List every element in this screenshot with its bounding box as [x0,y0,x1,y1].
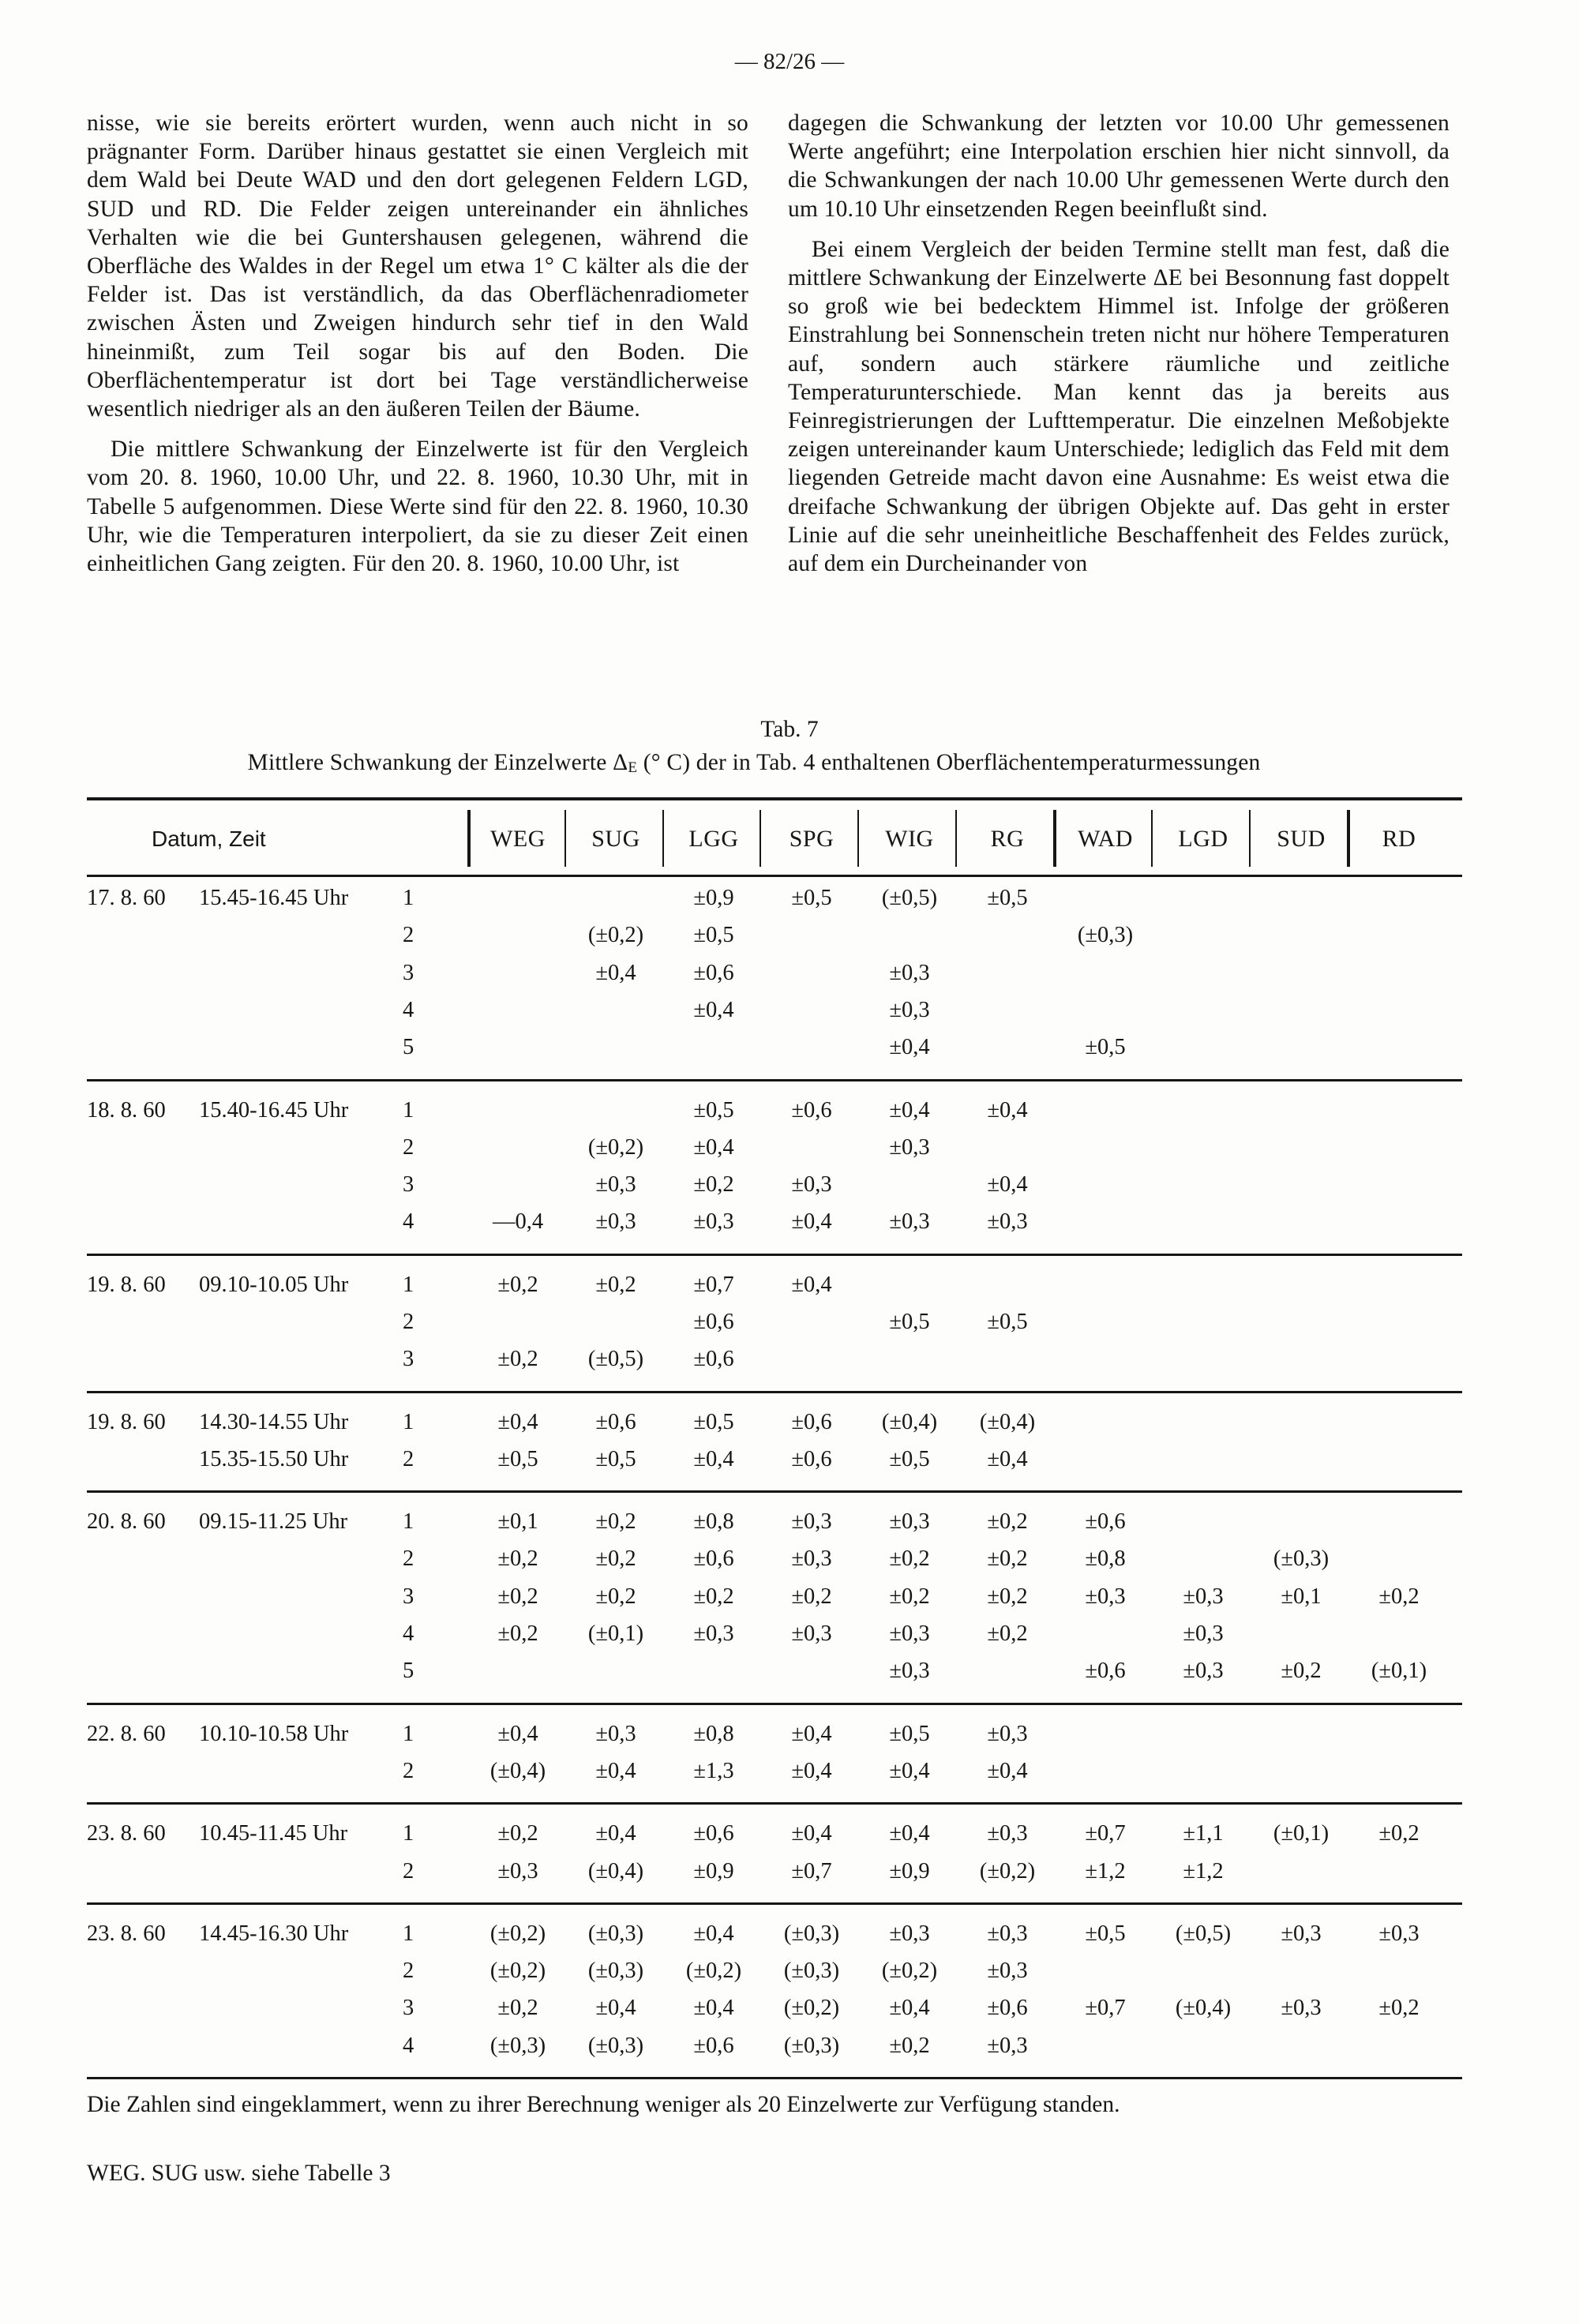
group-time: 15.35-15.50 Uhr [199,1446,349,1471]
cell-spg: (±0,3) [783,1959,840,1984]
cell-sug: ±0,5 [595,1446,636,1471]
cell-lgg: ±0,5 [693,1097,734,1123]
cell-wad: ±0,6 [1085,1659,1126,1684]
cell-spg: ±0,7 [791,1858,832,1884]
row-number: 2 [403,1446,414,1471]
row-number: 4 [403,997,414,1022]
cell-wad: (±0,3) [1077,923,1134,948]
cell-wad: ±0,5 [1085,1921,1126,1946]
cell-lgg: ±0,6 [693,1546,734,1572]
cell-lgg: ±0,6 [693,960,734,985]
caption-subscript: E [628,759,638,776]
cell-rg: ±0,3 [987,1209,1028,1235]
cell-lgg: ±0,2 [693,1172,734,1198]
cell-wad: ±1,2 [1085,1858,1126,1884]
cell-rg: ±0,4 [987,1172,1028,1198]
group-separator [87,1079,1462,1081]
group-separator [87,1802,1462,1805]
cell-weg: ±0,2 [497,1272,538,1297]
row-number: 2 [403,1959,414,1984]
cell-wig: ±0,4 [889,1097,930,1123]
cell-wad: ±0,5 [1085,1035,1126,1060]
cell-rg: (±0,2) [979,1858,1036,1884]
row-number: 1 [403,1921,414,1946]
cell-wig: ±0,4 [889,1758,930,1783]
cell-wig: ±0,3 [889,1659,930,1684]
cell-lgd: ±1,2 [1183,1858,1224,1884]
row-number: 2 [403,1758,414,1783]
column-header-wad: WAD [1078,826,1133,852]
group-time: 09.15-11.25 Uhr [199,1509,348,1535]
cell-lgg: ±0,5 [693,923,734,948]
cell-lgd: ±0,3 [1183,1621,1224,1647]
row-number: 1 [403,1721,414,1746]
cell-rg: ±0,3 [987,1721,1028,1746]
cell-lgd: ±0,3 [1183,1659,1224,1684]
cell-rd: ±0,2 [1378,1996,1420,2021]
cell-sug: ±0,4 [595,1758,636,1783]
cell-sug: ±0,4 [595,960,636,985]
row-number: 1 [403,1821,414,1846]
cell-spg: ±0,4 [791,1209,832,1235]
cell-spg: ±0,6 [791,1446,832,1471]
cell-rg: (±0,4) [979,1409,1036,1434]
group-date: 23. 8. 60 [87,1921,166,1946]
right-paragraph-1: dagegen die Schwankung der letzten vor 10.00 Uhr gemessenen Werte angeführt; eine Interpolation erschien hier nicht sinnvoll, da die Schwankungen der nach 10.00 Uhr gemessenen Werte durch den um 10.10 Uhr einsetzenden Regen beeinflußt sind. [788,111,1450,222]
group-time: 10.10-10.58 Uhr [199,1721,349,1746]
cell-lgg: ±0,9 [693,886,734,910]
column-header-lgg: LGG [688,826,739,852]
cell-spg: ±0,4 [791,1821,832,1846]
cell-sug: (±0,3) [587,2033,644,2058]
cell-lgg: ±1,3 [693,1758,734,1783]
cell-rg: ±0,6 [987,1996,1028,2021]
cell-rg: ±0,5 [987,886,1028,910]
cell-wig: (±0,5) [881,886,938,910]
cell-weg: ±0,2 [497,1584,538,1609]
cell-spg: (±0,3) [783,2033,840,2058]
cell-sud: ±0,3 [1281,1996,1322,2021]
cell-weg: ±0,3 [497,1858,538,1884]
right-paragraph-2: Bei einem Vergleich der beiden Termine stellt man fest, daß die mittlere Schwankung der Einzelwerte ΔE bei Besonnung fast doppelt so groß wie bei bedecktem Himmel ist. Infolge der größeren Einstrahlung bei Sonnenschein treten nicht nur höhere Temperaturen auf, sondern auch stärkere räumliche und zeitliche Temperaturunterschiede. Man kennt das ja bereits aus Feinregistrierungen der Lufttemperatur. Die einzelnen Meßobjekte zeigen untereinander kaum Unterschiede; lediglich das Feld mit dem liegenden Getreide macht davon eine Ausnahme: Es weist etwa die dreifache Schwankung der übrigen Objekte auf. Das geht in erster Linie auf die sehr uneinheitliche Beschaffenheit des Feldes zurück, auf dem ein Durcheinander von [788,236,1450,577]
row-number: 2 [403,1134,414,1160]
group-time: 14.30-14.55 Uhr [199,1409,349,1434]
cell-wig: ±0,4 [889,1821,930,1846]
cell-rg: ±0,5 [987,1309,1028,1334]
cell-lgg: ±0,8 [693,1509,734,1535]
cell-spg: ±0,2 [791,1584,832,1609]
cell-sug: (±0,5) [587,1347,644,1372]
cell-wig: ±0,3 [889,960,930,985]
column-header-sud: SUD [1277,826,1326,852]
row-number: 1 [403,1097,414,1123]
cell-spg: ±0,4 [791,1272,832,1297]
cell-sug: (±0,3) [587,1959,644,1984]
cell-lgg: ±0,9 [693,1858,734,1884]
cell-sug: ±0,4 [595,1996,636,2021]
cell-sug: ±0,4 [595,1821,636,1846]
cell-sug: ±0,3 [595,1209,636,1235]
group-date: 23. 8. 60 [87,1821,166,1846]
cell-lgg: ±0,6 [693,2033,734,2058]
data-table [87,789,1462,2084]
caption-text-b: (° C) der in Tab. 4 enthaltenen Oberflächentemperaturmessungen [637,750,1261,775]
row-number: 3 [403,1996,414,2021]
cell-rd: ±0,3 [1378,1921,1420,1946]
group-separator [87,1254,1462,1256]
cell-wig: ±0,3 [889,997,930,1022]
cell-weg: —0,4 [492,1209,544,1235]
cell-rg: ±0,2 [987,1621,1028,1647]
cell-spg: ±0,5 [791,886,832,910]
cell-spg: (±0,2) [783,1996,840,2021]
table-header-rule [87,875,1462,877]
cell-lgg: ±0,3 [693,1621,734,1647]
cell-lgg: ±0,7 [693,1272,734,1297]
table-caption [87,750,1421,777]
group-date: 18. 8. 60 [87,1097,166,1123]
cell-wad: ±0,3 [1085,1584,1126,1609]
cell-sud: ±0,2 [1281,1659,1322,1684]
group-time: 14.45-16.30 Uhr [199,1921,349,1946]
group-time: 09.10-10.05 Uhr [199,1272,349,1297]
left-paragraph-2: Die mittlere Schwankung der Einzelwerte ist für den Vergleich vom 20. 8. 1960, 10.00 Uhr, und 22. 8. 1960, 10.30 Uhr, mit in Tabelle 5 aufgenommen. Diese Werte sind für den 22. 8. 1960, 10.30 Uhr, wie die Temperaturen interpoliert, da sie zu dieser Zeit einen einheitlichen Gang zeigten. Für den 20. 8. 1960, 10.00 Uhr, ist [87,437,748,577]
cell-rg: ±0,3 [987,1821,1028,1846]
cell-wig: ±0,2 [889,1546,930,1572]
cell-wig: ±0,4 [889,1035,930,1060]
cell-sug: ±0,2 [595,1584,636,1609]
cell-weg: ±0,2 [497,1347,538,1372]
cell-wig: (±0,4) [881,1409,938,1434]
cell-sug: (±0,2) [587,923,644,948]
cell-sug: ±0,2 [595,1546,636,1572]
cell-wig: ±0,3 [889,1509,930,1535]
group-separator [87,1703,1462,1705]
cell-lgg: ±0,4 [693,1996,734,2021]
cell-lgg: ±0,4 [693,1446,734,1471]
cell-lgd: (±0,5) [1175,1921,1232,1946]
cell-sud: ±0,3 [1281,1921,1322,1946]
group-date: 17. 8. 60 [87,886,166,910]
cell-wig: ±0,3 [889,1209,930,1235]
cell-wig: ±0,3 [889,1134,930,1160]
row-number: 3 [403,960,414,985]
cell-rg: ±0,3 [987,1959,1028,1984]
group-time: 10.45-11.45 Uhr [199,1821,348,1846]
cell-lgd: ±1,1 [1183,1821,1224,1846]
cell-sug: (±0,2) [587,1134,644,1160]
cell-lgg: (±0,2) [685,1959,742,1984]
column-header-wig: WIG [885,826,934,852]
column-header-lgd: LGD [1178,826,1228,852]
cell-spg: ±0,4 [791,1721,832,1746]
group-date: 22. 8. 60 [87,1721,166,1746]
row-number: 1 [403,1509,414,1535]
cell-weg: ±0,5 [497,1446,538,1471]
cell-rg: ±0,2 [987,1584,1028,1609]
cell-rg: ±0,4 [987,1097,1028,1123]
cell-weg: (±0,4) [489,1758,546,1783]
column-header-rd: RD [1382,826,1416,852]
right-text-column [788,109,1450,590]
row-number: 1 [403,886,414,910]
row-number: 5 [403,1035,414,1060]
cell-rg: ±0,2 [987,1546,1028,1572]
cell-wig: ±0,5 [889,1446,930,1471]
cell-weg: (±0,2) [489,1921,546,1946]
row-number: 5 [403,1659,414,1684]
cell-wig: ±0,9 [889,1858,930,1884]
cell-wad: ±0,7 [1085,1996,1126,2021]
row-number: 4 [403,2033,414,2058]
cell-spg: ±0,4 [791,1758,832,1783]
cell-lgg: ±0,4 [693,1921,734,1946]
left-text-column [87,109,748,590]
cell-sug: (±0,1) [587,1621,644,1647]
group-date: 19. 8. 60 [87,1409,166,1434]
cell-lgg: ±0,8 [693,1721,734,1746]
cell-spg: ±0,6 [791,1409,832,1434]
caption-text-a: Mittlere Schwankung der Einzelwerte [247,750,613,775]
cell-sug: ±0,2 [595,1509,636,1535]
row-number: 3 [403,1584,414,1609]
left-paragraph-1: nisse, wie sie bereits erörtert wurden, wenn auch nicht in so prägnanter Form. Darüber hinaus gestattet sie einen Vergleich mit dem Wald bei Deute WAD und den dort gelegenen Feldern LGD, SUD und RD. Die Felder zeigen untereinander ein ähnliches Verhalten wie die bei Guntershausen gelegenen, während die Oberfläche des Waldes in der Regel um etwa 1° C kälter als die der Felder ist. Das ist verständlich, da das Oberflächenradiometer zwischen Ästen und Zweigen hindurch sehr tief in den Wald hineinmißt, zum Teil sogar bis auf den Boden. Die Oberflächentemperatur ist dort bei Tage verständlicherweise wesentlich niedriger als an den äußeren Teilen der Bäume. [87,111,748,422]
row-number: 2 [403,1546,414,1572]
cell-rg: ±0,4 [987,1446,1028,1471]
cell-weg: (±0,3) [489,2033,546,2058]
cell-spg: ±0,3 [791,1509,832,1535]
column-header-rg: RG [990,826,1025,852]
cell-wig: ±0,2 [889,2033,930,2058]
row-number: 3 [403,1172,414,1198]
table-label: Tab. 7 [760,717,819,742]
cell-lgg: ±0,2 [693,1584,734,1609]
cell-weg: ±0,2 [497,1996,538,2021]
cell-wig: ±0,2 [889,1584,930,1609]
cell-weg: ±0,4 [497,1409,538,1434]
cell-spg: ±0,3 [791,1621,832,1647]
cell-sug: ±0,3 [595,1172,636,1198]
page-number: — 82/26 — [734,49,845,74]
group-time: 15.45-16.45 Uhr [199,886,349,910]
cell-weg: ±0,2 [497,1546,538,1572]
footnote-brackets: Die Zahlen sind eingeklammert, wenn zu ihrer Berechnung weniger als 20 Einzelwerte zur Verfügung standen. [87,2092,1120,2117]
group-separator [87,1490,1462,1493]
footnote-reference: WEG. SUG usw. siehe Tabelle 3 [87,2161,391,2186]
cell-rd: ±0,2 [1378,1584,1420,1609]
row-number: 3 [403,1347,414,1372]
row-number: 2 [403,923,414,948]
cell-lgg: ±0,4 [693,1134,734,1160]
cell-wig: ±0,4 [889,1996,930,2021]
header-date-time: Datum, Zeit [152,827,266,851]
group-separator [87,1902,1462,1905]
cell-rg: ±0,4 [987,1758,1028,1783]
cell-wad: ±0,8 [1085,1546,1126,1572]
row-number: 1 [403,1272,414,1297]
cell-weg: ±0,4 [497,1721,538,1746]
row-number: 4 [403,1621,414,1647]
cell-sug: ±0,6 [595,1409,636,1434]
cell-rd: ±0,2 [1378,1821,1420,1846]
cell-lgg: ±0,6 [693,1347,734,1372]
cell-wig: ±0,3 [889,1921,930,1946]
cell-spg: ±0,6 [791,1097,832,1123]
cell-lgd: (±0,4) [1175,1996,1232,2021]
row-number: 2 [403,1309,414,1334]
column-header-spg: SPG [789,826,835,852]
cell-spg: (±0,3) [783,1921,840,1946]
cell-sug: (±0,3) [587,1921,644,1946]
cell-weg: ±0,2 [497,1821,538,1846]
cell-sug: ±0,3 [595,1721,636,1746]
group-date: 20. 8. 60 [87,1509,166,1535]
cell-lgg: ±0,5 [693,1409,734,1434]
cell-spg: ±0,3 [791,1546,832,1572]
row-number: 4 [403,1209,414,1235]
group-separator [87,1391,1462,1393]
cell-lgg: ±0,4 [693,997,734,1022]
cell-weg: ±0,1 [497,1509,538,1535]
cell-lgg: ±0,3 [693,1209,734,1235]
cell-wad: ±0,7 [1085,1821,1126,1846]
cell-sug: ±0,2 [595,1272,636,1297]
cell-sug: (±0,4) [587,1858,644,1884]
cell-weg: (±0,2) [489,1959,546,1984]
cell-weg: ±0,2 [497,1621,538,1647]
cell-wig: ±0,3 [889,1621,930,1647]
cell-rg: ±0,3 [987,2033,1028,2058]
cell-wad: ±0,6 [1085,1509,1126,1535]
group-separator [87,2077,1462,2079]
cell-wig: ±0,5 [889,1721,930,1746]
cell-sud: ±0,1 [1281,1584,1322,1609]
cell-rg: ±0,3 [987,1921,1028,1946]
cell-rd: (±0,1) [1371,1659,1427,1684]
cell-lgd: ±0,3 [1183,1584,1224,1609]
cell-lgg: ±0,6 [693,1821,734,1846]
group-time: 15.40-16.45 Uhr [199,1097,349,1123]
cell-wig: (±0,2) [881,1959,938,1984]
cell-spg: ±0,3 [791,1172,832,1198]
cell-lgg: ±0,6 [693,1309,734,1334]
column-header-sug: SUG [591,826,640,852]
cell-rg: ±0,2 [987,1509,1028,1535]
cell-sud: (±0,3) [1273,1546,1330,1572]
group-date: 19. 8. 60 [87,1272,166,1297]
caption-delta: Δ [613,750,628,775]
row-number: 2 [403,1858,414,1884]
column-header-weg: WEG [490,826,546,852]
row-number: 1 [403,1409,414,1434]
cell-wig: ±0,5 [889,1309,930,1334]
table-top-rule [87,797,1462,800]
cell-sud: (±0,1) [1273,1821,1330,1846]
